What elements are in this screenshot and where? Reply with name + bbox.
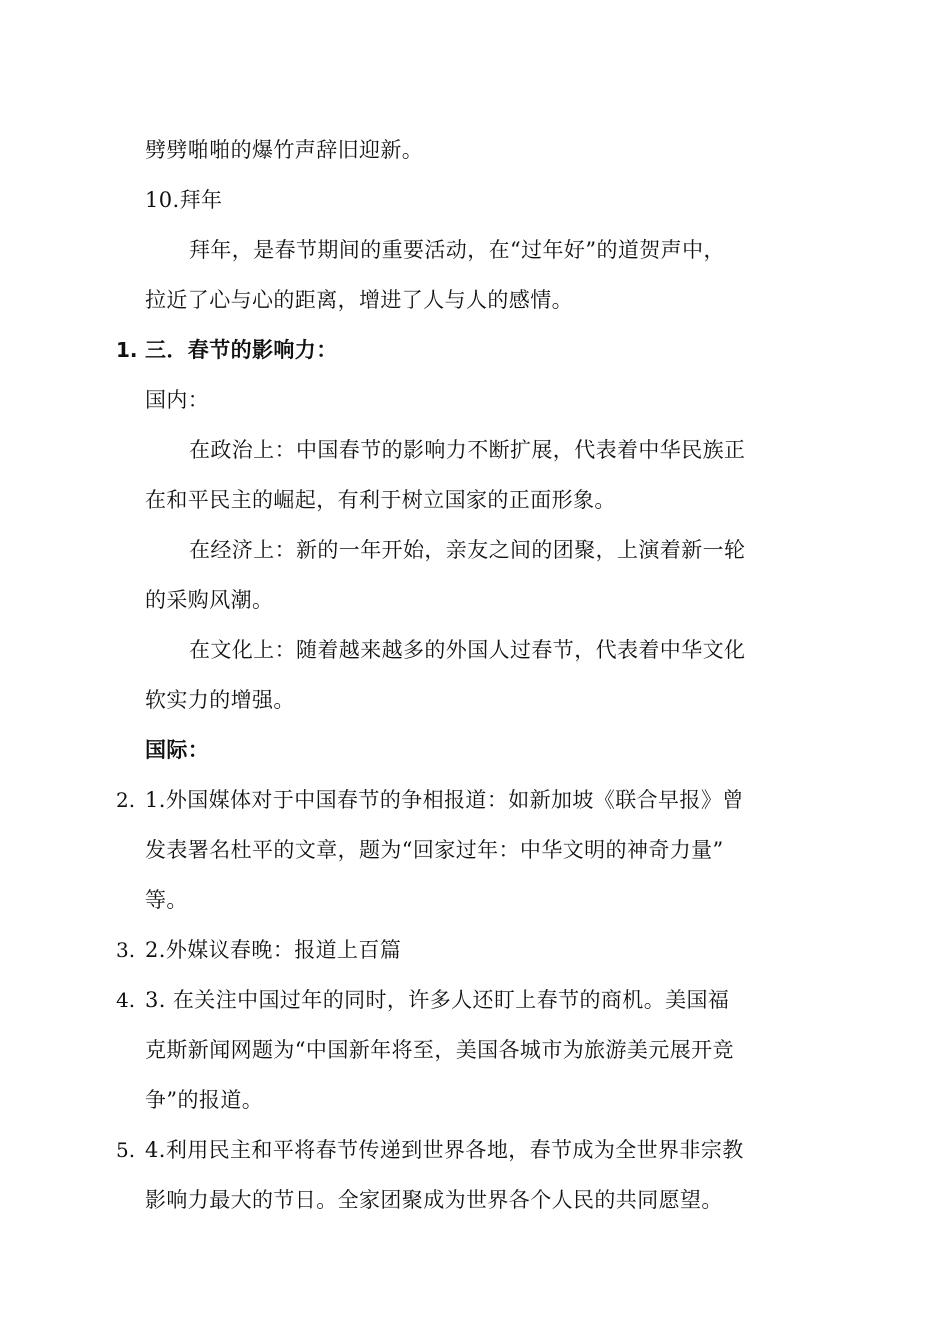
list-item-line: 1.外国媒体对于中国春节的争相报道：如新加坡《联合早报》曾: [145, 788, 744, 812]
list-number: 2.: [116, 788, 136, 812]
paragraph-line: 在经济上：新的一年开始，亲友之间的团聚，上演着新一轮: [189, 538, 746, 562]
list-item-line: 争”的报道。: [145, 1088, 264, 1112]
paragraph-line: 软实力的增强。: [145, 688, 295, 712]
paragraph-line: 拜年，是春节期间的重要活动，在“过年好”的道贺声中，: [189, 238, 725, 262]
paragraph-line: 的采购风潮。: [145, 588, 274, 612]
list-item-line: 发表署名杜平的文章，题为“回家过年：中华文明的神奇力量”: [145, 838, 724, 862]
paragraph-line: 在和平民主的崛起，有利于树立国家的正面形象。: [145, 488, 616, 512]
paragraph-line: 拉近了心与心的距离，增进了人与人的感情。: [145, 288, 573, 312]
list-item-line: 2.外媒议春晚：报道上百篇: [145, 938, 402, 962]
international-label: 国际：: [145, 738, 210, 762]
paragraph-line: 在文化上：随着越来越多的外国人过春节，代表着中华文化: [189, 638, 746, 662]
list-item-line: 克斯新闻网题为“中国新年将至，美国各城市为旅游美元展开竞: [145, 1038, 734, 1062]
list-item-line: 影响力最大的节日。全家团聚成为世界各个人民的共同愿望。: [145, 1188, 723, 1212]
section-title: 三．春节的影响力：: [145, 338, 338, 362]
list-item-line: 等。: [145, 888, 188, 912]
list-number: 1.: [116, 338, 138, 362]
list-number: 4.: [116, 988, 136, 1012]
subheading-bainian: 10.拜年: [145, 188, 223, 212]
list-item-line: 3. 在关注中国过年的同时，许多人还盯上春节的商机。美国福: [145, 988, 730, 1012]
paragraph-line: 在政治上：中国春节的影响力不断扩展，代表着中华民族正: [189, 438, 746, 462]
list-item-line: 4.利用民主和平将春节传递到世界各地，春节成为全世界非宗教: [145, 1138, 744, 1162]
list-number: 5.: [116, 1138, 136, 1162]
list-number: 3.: [116, 938, 136, 962]
paragraph-line: 劈劈啪啪的爆竹声辞旧迎新。: [145, 138, 424, 162]
domestic-label: 国内：: [145, 388, 210, 412]
